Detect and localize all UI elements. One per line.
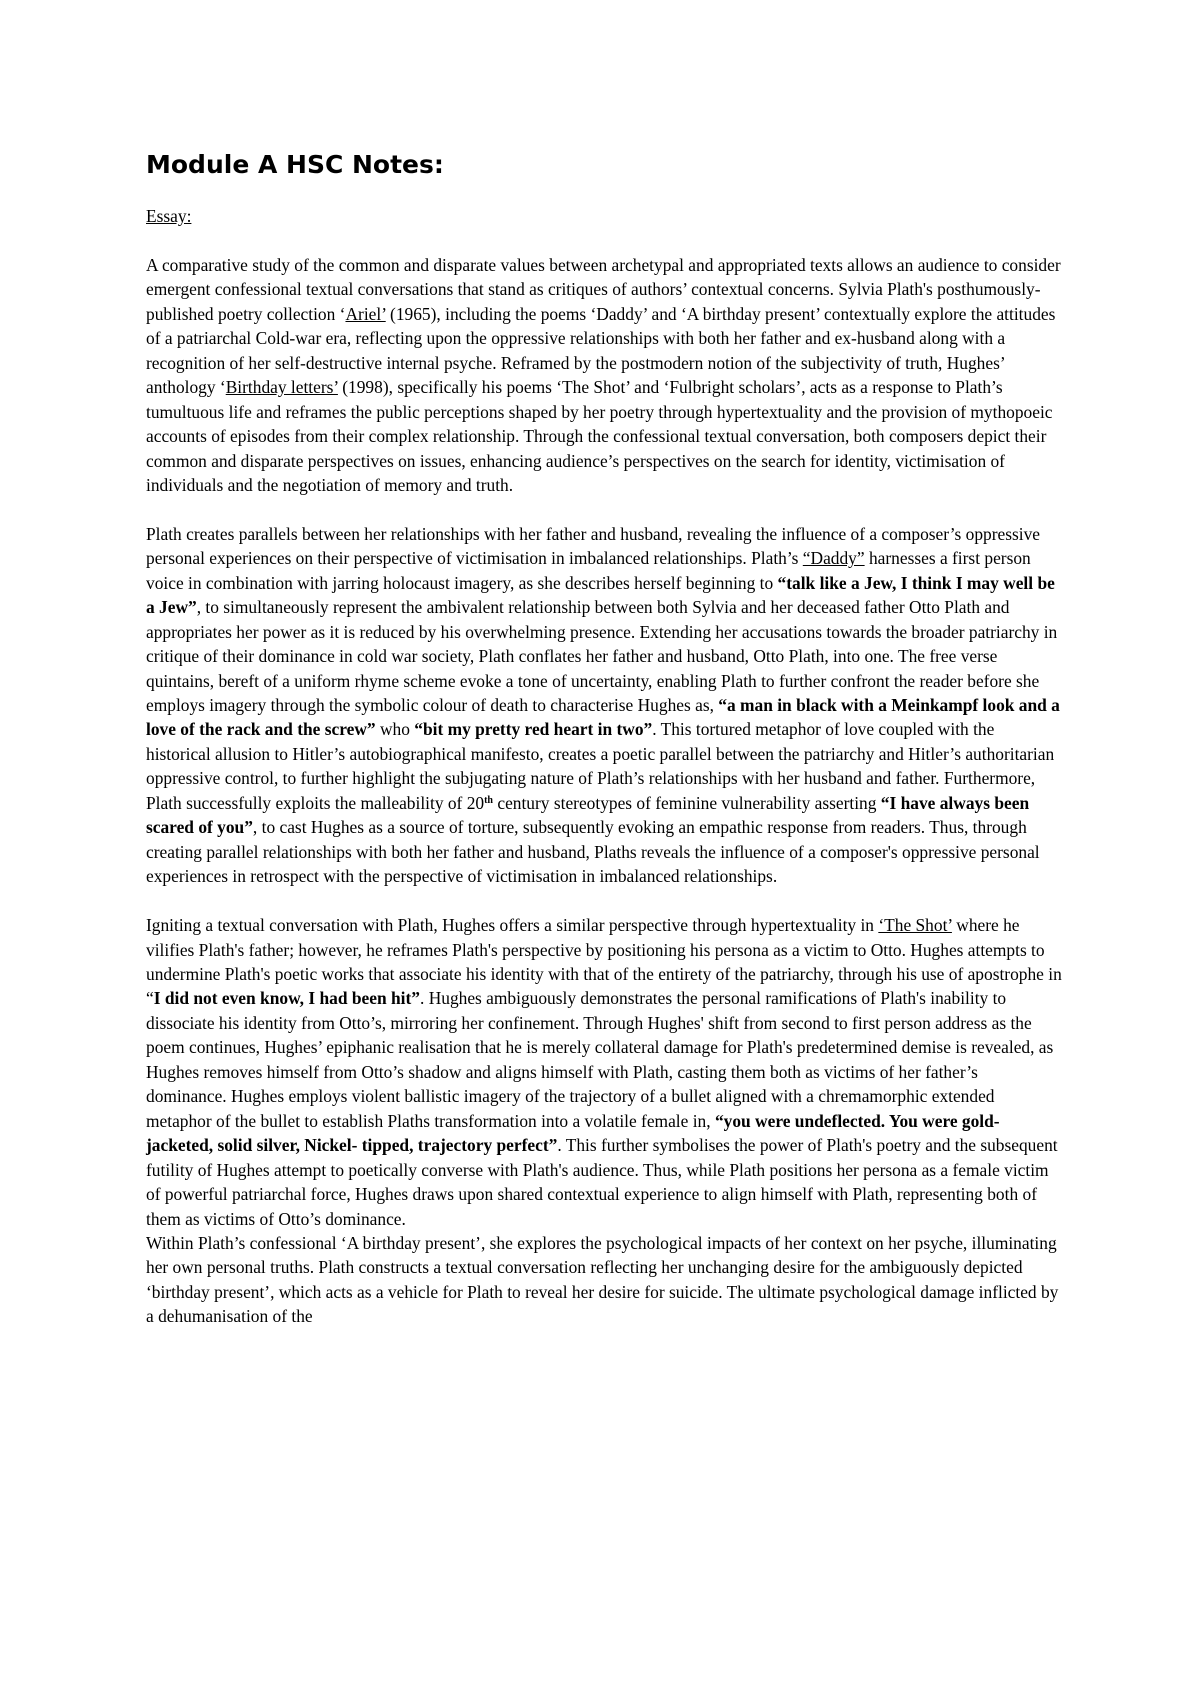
quote-scared-of-you: “I have always been scared of you”	[146, 792, 1030, 838]
p2-text-k: century stereotypes of feminine vulnerability asserting	[493, 792, 881, 813]
p3-text-e: . Hughes ambiguously demonstrates the personal ramifications of Plath's inability to dissociate his identity from Otto’s, mirroring her confinement. Through Hughes' shift from second to first person address as the poem continues, Hughes’ epiphanic realisation that he is merely collateral damage for Plath's predetermined demise is revealed, as Hughes removes himself from Otto’s shadow and aligns himself with Plath, casting them both as victims of her father’s dominance. Hughes employs violent ballistic imagery of the trajectory of a bullet aligned with a chremamorphic extended metaphor of the bullet to establish Plaths transformation into a volatile female in,	[146, 988, 1054, 1131]
p2-text-m: , to cast Hughes as a source of torture, subsequently evoking an empathic response from readers. Thus, through creating parallel relationships with both her father and husband, Plaths reveals the influence of a composer's oppressive personal experiences in retrospect with the perspective of victimisation in imbalanced relationships.	[146, 817, 1040, 887]
superscript-th: th	[484, 794, 493, 806]
p3-text-c: where he vilifies Plath's father; however, he reframes Plath's perspective by positioning his persona as a victim to Otto. Hughes attempts to undermine Plath's poetic works that associate his identity with that of the entirety of the patriarchy, through his use of apostrophe in “	[146, 915, 1062, 1009]
document-title: Module A HSC Notes:	[146, 150, 444, 179]
p2-text-a: Plath creates parallels between her relationships with her father and husband, revealing the influence of a composer’s oppressive personal experiences on their perspective of victimisation in imbalanced relationships. Plath’s	[146, 523, 1041, 569]
p1-text-e: (1998), specifically his poems ‘The Shot’ and ‘Fulbright scholars’, acts as a response to Plath’s tumultuous life and reframes the public perceptions shaped by her poetry through hypertextuality and the provision of mythopoeic accounts of episodes from their complex relationship. Through the confessional textual conversation, both composers depict their common and disparate perspectives on issues, enhancing audience’s perspectives on the search for identity, victimisation of individuals and the negotiation of memory and truth.	[146, 377, 1053, 495]
paragraph-the-shot	[146, 913, 1062, 1231]
quote-i-had-been-hit: I did not even know, I had been hit”	[153, 988, 420, 1009]
quote-red-heart: “bit my pretty red heart in two”	[414, 719, 653, 740]
p1-text-c: (1965), including the poems ‘Daddy’ and ‘A birthday present’ contextually explore the attitudes of a patriarchal Cold-war era, reflecting upon the oppressive relationships with both her father and ex-husband along with a recognition of her self-destructive internal psyche. Reframed by the postmodern notion of the subjectivity of truth, Hughes’ anthology ‘	[146, 303, 1056, 398]
quote-man-in-black: “a man in black with a Meinkampf look and a love of the rack and the screw”	[146, 695, 1060, 740]
essay-text	[146, 204, 1062, 1329]
paragraph-daddy	[146, 522, 1062, 889]
p2-text-i: . This tortured metaphor of love coupled with the historical allusion to Hitler’s autobiographical manifesto, creates a poetic parallel between the patriarchy and Hitler’s authoritarian oppressive control, to further highlight the subjugating nature of Plath’s relationships with her husband and father. Furthermore, Plath successfully exploits the malleability of 20	[146, 719, 1055, 813]
the-shot-title: ‘The Shot’	[878, 915, 952, 936]
p3-text-g: . This further symbolises the power of Plath's poetry and the subsequent futility of Hughes attempt to poetically converse with Plath's audience. Thus, while Plath positions her persona as a female victim of powerful patriarchal force, Hughes draws upon shared contextual experience to align himself with Plath, representing both of them as victims of Otto’s dominance.	[146, 1135, 1058, 1229]
essay-heading	[146, 204, 1062, 228]
paragraph-birthday-present: Within Plath’s confessional ‘A birthday present’, she explores the psychological impacts of her context on her psyche, illuminating her own personal truths. Plath constructs a textual conversation reflecting her unchanging desire for the ambiguously depicted ‘birthday present’, which acts as a vehicle for Plath to reveal her desire for suicide. The ultimate psychological damage inflicted by a dehumanisation of the	[146, 1232, 1059, 1327]
p3-text-a: Igniting a textual conversation with Plath, Hughes offers a similar perspective through hypertextuality in	[146, 915, 879, 936]
paragraph-introduction	[146, 253, 1062, 498]
quote-talk-like-a-jew: “talk like a Jew, I think I may well be a Jew”	[146, 572, 1055, 618]
birthday-letters-title: Birthday letters’	[225, 377, 338, 398]
document-body	[146, 150, 1062, 1329]
ariel-title: Ariel’	[345, 303, 386, 324]
quote-undeflected: “you were undeflected. You were gold-jacketed, solid silver, Nickel- tipped, trajectory perfect”	[146, 1110, 1000, 1156]
daddy-title: “Daddy”	[802, 548, 865, 569]
p1-text-a: A comparative study of the common and disparate values between archetypal and appropriated texts allows an audience to consider emergent confessional textual conversations that stand as critiques of authors’ contextual concerns. Sylvia Plath's posthumously-published poetry collection ‘	[146, 254, 1061, 324]
p2-text-e: , to simultaneously represent the ambivalent relationship between both Sylvia and her deceased father Otto Plath and appropriates her power as it is reduced by his overwhelming presence. Extending her accusations towards the broader patriarchy in critique of their dominance in cold war society, Plath conflates her father and husband, Otto Plath, into one. The free verse quintains, bereft of a uniform rhyme scheme evoke a tone of uncertainty, enabling Plath to further confront the reader before she employs imagery through the symbolic colour of death to characterise Hughes as,	[146, 597, 1058, 716]
essay-label: Essay:	[146, 206, 192, 226]
p2-text-c: harnesses a first person voice in combination with jarring holocaust imagery, as she describes herself beginning to	[146, 548, 1031, 593]
p2-text-g: who	[375, 719, 415, 740]
